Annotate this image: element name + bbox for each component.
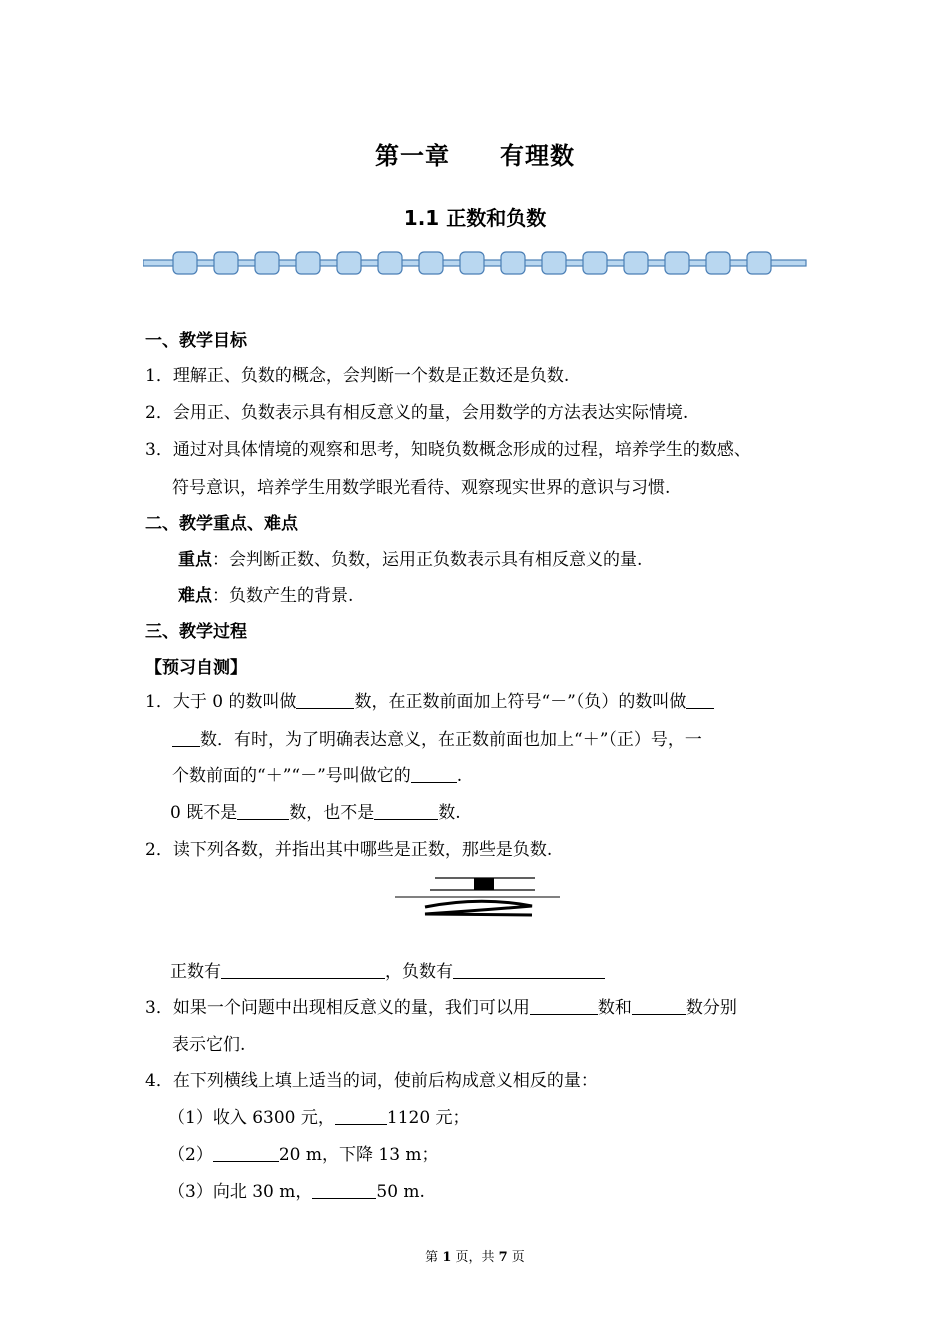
preview-heading: 【预习自测】	[145, 658, 247, 678]
q1-text: 数，也不是	[289, 803, 375, 823]
footer-text: 页	[507, 1250, 525, 1265]
chain-divider	[143, 250, 808, 278]
chain-bead	[214, 252, 238, 274]
q4-text: （2）	[168, 1145, 213, 1165]
chapter-title	[0, 136, 950, 171]
key-text: ：会判断正数、负数，运用正负数表示具有相反意义的量.	[212, 550, 643, 570]
q1-blank-2[interactable]	[686, 690, 714, 709]
chain-bead	[665, 252, 689, 274]
difficult-text: ：负数产生的背景.	[212, 586, 354, 606]
q3-line-1	[145, 996, 737, 1020]
q3-blank-2[interactable]	[632, 996, 686, 1015]
q4-blank-2[interactable]	[213, 1143, 279, 1162]
q1-blank-5[interactable]	[374, 801, 438, 820]
q1-blank-1[interactable]	[296, 690, 354, 709]
chapter-name: 有理数	[500, 142, 575, 170]
fraction-figure	[390, 870, 565, 920]
goals-heading: 一、教学目标	[145, 331, 247, 351]
chain-bead	[255, 252, 279, 274]
key-label: 重点	[178, 550, 212, 570]
chain-bead	[378, 252, 402, 274]
chain-bead	[419, 252, 443, 274]
q4-item-2	[168, 1143, 439, 1167]
goal-1: 1．理解正、负数的概念，会判断一个数是正数还是负数.	[145, 366, 570, 386]
q3-blank-1[interactable]	[530, 996, 598, 1015]
q4-item-3	[168, 1180, 425, 1204]
footer-text: 页，共	[451, 1250, 499, 1265]
q4-text: （3）向北 30 m，	[168, 1182, 313, 1202]
chapter-number: 第一章	[375, 142, 450, 170]
key-heading: 二、教学重点、难点	[145, 514, 298, 534]
current-page: 1	[442, 1250, 452, 1265]
q4-text: 4．在下列横线上填上适当的词，使前后构成意义相反的量：	[145, 1071, 598, 1091]
negative-blank[interactable]	[453, 960, 605, 979]
q4-text: 50 m.	[376, 1182, 425, 1202]
q4-blank-1[interactable]	[335, 1106, 387, 1125]
chain-bead	[337, 252, 361, 274]
chain-bead	[460, 252, 484, 274]
chain-bead	[173, 252, 197, 274]
q1-text: 数．有时，为了明确表达意义，在正数前面也加上“＋”（正）号，一	[200, 730, 702, 750]
chain-bead	[501, 252, 525, 274]
chain-bead	[542, 252, 566, 274]
chain-bead	[624, 252, 648, 274]
q1-blank-4[interactable]	[237, 801, 289, 820]
q4-text: （1）收入 6300 元，	[168, 1108, 335, 1128]
q3-text: 数分别	[685, 998, 737, 1018]
q1-text: 数，在正数前面加上符号“－”（负）的数叫做	[354, 692, 687, 712]
q3-text: 3．如果一个问题中出现相反意义的量，我们可以用	[145, 998, 530, 1018]
q4-blank-3[interactable]	[312, 1180, 376, 1199]
total-pages: 7	[498, 1250, 508, 1265]
goal-3-line-2: 符号意识，培养学生用数学眼光看待、观察现实世界的意识与习惯.	[172, 478, 671, 498]
q1-blank-2-cont[interactable]	[172, 728, 200, 747]
q1-line-1	[145, 690, 714, 714]
q1-line-4	[170, 801, 461, 825]
goal-2: 2．会用正、负数表示具有相反意义的量，会用数学的方法表达实际情境.	[145, 403, 689, 423]
chain-bead	[296, 252, 320, 274]
chain-bead	[706, 252, 730, 274]
q4-text: 1120 元；	[386, 1108, 470, 1128]
q3-line-2: 表示它们.	[172, 1035, 246, 1055]
positive-blank[interactable]	[221, 960, 385, 979]
q4-text: 20 m，下降 13 m；	[278, 1145, 439, 1165]
chain-bead	[583, 252, 607, 274]
q1-line-2	[172, 728, 702, 752]
goal-3-line-1: 3．通过对具体情境的观察和思考，知晓负数概念形成的过程，培养学生的数感、	[145, 440, 751, 460]
difficult-label: 难点	[178, 586, 212, 606]
q1-text: 个数前面的“＋”“－”号叫做它的	[172, 766, 411, 786]
footer-text: 第	[425, 1250, 443, 1265]
q1-blank-3[interactable]	[411, 764, 457, 783]
process-heading: 三、教学过程	[145, 622, 247, 642]
q1-text: 数.	[438, 803, 461, 823]
q2-answer-line	[170, 960, 605, 984]
page-footer	[0, 1246, 950, 1265]
q1-text: 0 既不是	[170, 803, 238, 823]
key-point	[178, 548, 642, 572]
positive-label: 正数有	[170, 962, 221, 982]
chain-bead	[747, 252, 771, 274]
q1-text: .	[456, 766, 463, 786]
q4-item-1	[168, 1106, 470, 1130]
negative-label: ，负数有	[385, 962, 453, 982]
q3-text: 数和	[597, 998, 632, 1018]
difficult-point	[178, 584, 353, 608]
section-title: 1.1 正数和负数	[403, 206, 547, 230]
q2-text: 2．读下列各数，并指出其中哪些是正数，那些是负数.	[145, 840, 553, 860]
q1-line-3	[172, 764, 462, 788]
q1-text: 1．大于 0 的数叫做	[145, 692, 297, 712]
